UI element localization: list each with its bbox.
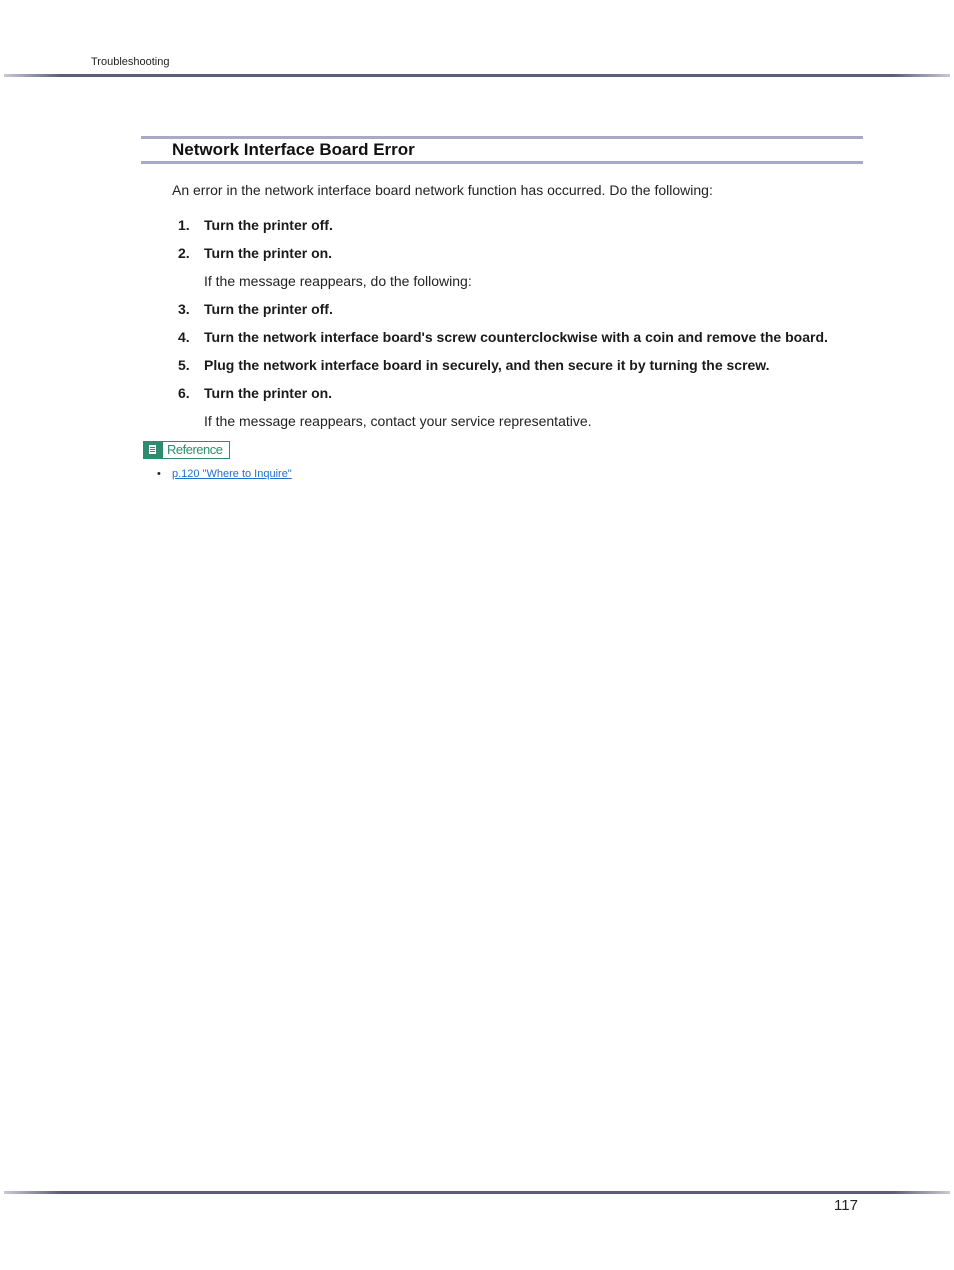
step-text: Turn the printer on. xyxy=(204,385,333,401)
step-number: 3. xyxy=(178,301,190,317)
step-1 xyxy=(178,217,333,233)
step-text: Turn the printer off. xyxy=(204,301,333,317)
reference-list-item xyxy=(157,468,292,480)
step-number: 1. xyxy=(178,217,190,233)
section-title-bar xyxy=(141,136,863,164)
step-text: Turn the printer on. xyxy=(204,245,333,261)
intro-paragraph: An error in the network interface board network function has occurred. Do the following: xyxy=(172,182,713,198)
step-5 xyxy=(178,357,770,373)
step-text: Plug the network interface board in securely, and then secure it by turning the screw. xyxy=(204,357,770,373)
where-to-inquire-link[interactable]: p.120 "Where to Inquire" xyxy=(172,468,292,480)
footer-rule xyxy=(4,1191,950,1194)
section-title: Network Interface Board Error xyxy=(172,140,415,159)
step-number: 4. xyxy=(178,329,190,345)
step-number: 5. xyxy=(178,357,190,373)
reference-label: Reference xyxy=(167,442,223,457)
step-text: Turn the network interface board's screw counterclockwise with a coin and remove the board. xyxy=(204,329,828,345)
step-number: 2. xyxy=(178,245,190,261)
step-text: Turn the printer off. xyxy=(204,217,333,233)
page-number: 117 xyxy=(834,1197,858,1214)
reference-badge xyxy=(143,441,230,459)
step-2 xyxy=(178,245,332,261)
step-number: 6. xyxy=(178,385,190,401)
reference-book-icon xyxy=(144,442,163,458)
running-head: Troubleshooting xyxy=(91,56,170,68)
header-rule xyxy=(4,74,950,77)
step-6 xyxy=(178,385,332,401)
bullet: • xyxy=(157,468,161,480)
step-3 xyxy=(178,301,333,317)
step-note: If the message reappears, contact your service representative. xyxy=(204,413,592,429)
step-4 xyxy=(178,329,828,345)
step-note: If the message reappears, do the following: xyxy=(204,273,472,289)
